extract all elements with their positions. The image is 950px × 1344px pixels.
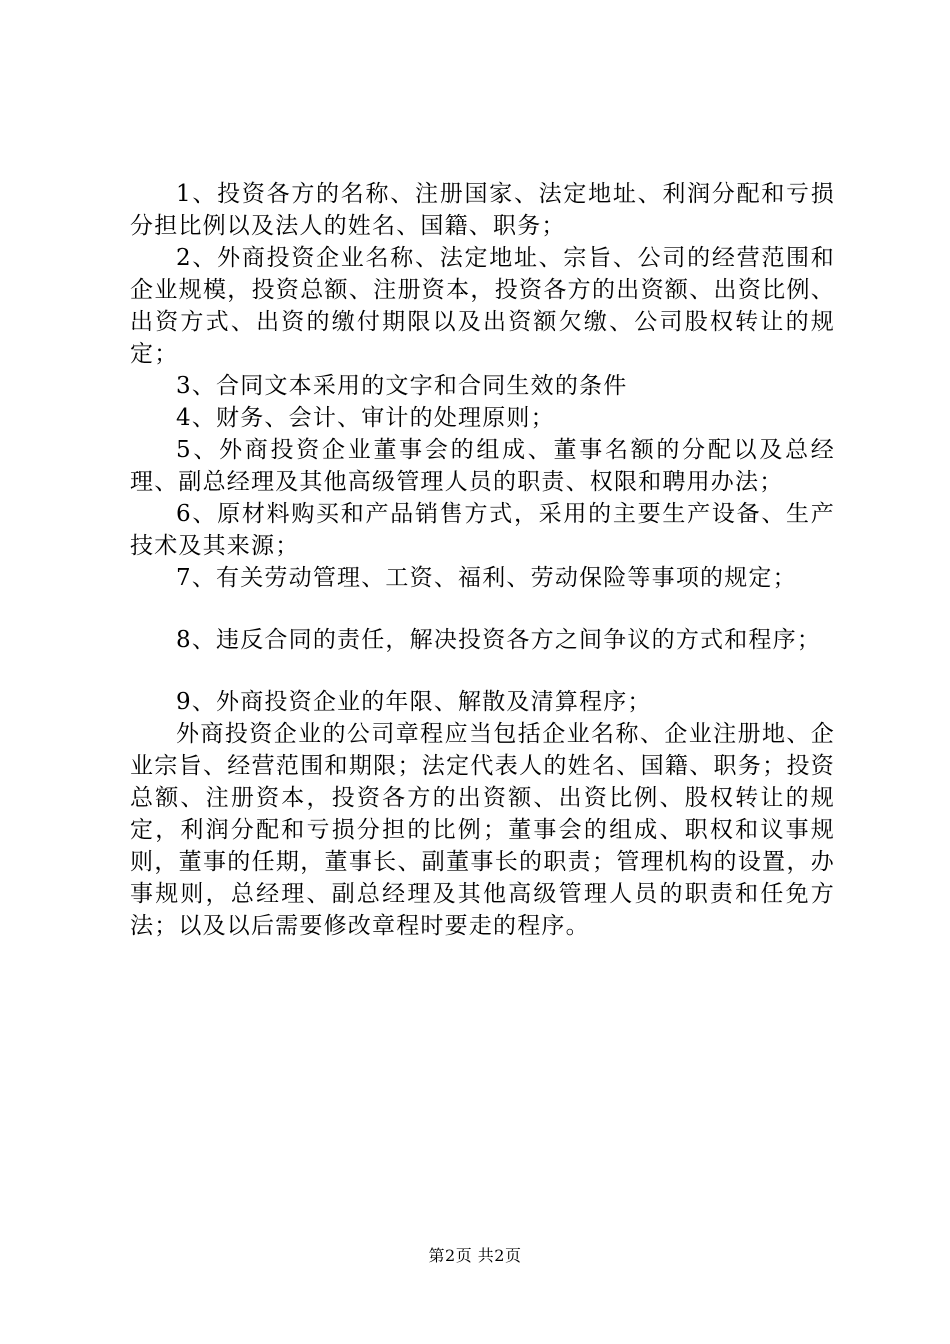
articles-paragraph: 外商投资企业的公司章程应当包括企业名称、企业注册地、企业宗旨、经营范围和期限；法定代表人的姓名、国籍、职务；投资总额、注册资本，投资各方的出资额、出资比例、股权转让的规定，利润分配和亏损分担的比例；董事会的组成、职权和议事规则，董事的任期，董事长、副董事长的职责；管理机构的设置，办事规则，总经理、副总经理及其他高级管理人员的职责和任免方法；以及以后需要修改章程时要走的程序。 — [130, 721, 835, 939]
list-item-9: 9、外商投资企业的年限、解散及清算程序； — [176, 689, 652, 715]
list-item-4: 4、财务、会计、审计的处理原则； — [176, 405, 555, 431]
list-item-6: 6、原材料购买和产品销售方式，采用的主要生产设备、生产技术及其来源； — [130, 501, 835, 559]
list-item-3: 3、合同文本采用的文字和合同生效的条件 — [176, 373, 628, 399]
list-item-2: 2、外商投资企业名称、法定地址、宗旨、公司的经营范围和企业规模，投资总额、注册资本，投资各方的出资额、出资比例、出资方式、出资的缴付期限以及出资额欠缴、公司股权转让的规定； — [130, 245, 835, 367]
list-item-7: 7、有关劳动管理、工资、福利、劳动保险等事项的规定； — [176, 565, 797, 591]
list-item-1: 1、投资各方的名称、注册国家、法定地址、利润分配和亏损分担比例以及法人的姓名、国籍、职务； — [130, 181, 835, 239]
list-item-5: 5、外商投资企业董事会的组成、董事名额的分配以及总经理、副总经理及其他高级管理人员的职责、权限和聘用办法； — [130, 437, 835, 495]
document-body — [130, 178, 835, 942]
page-footer: 第2页 共2页 — [428, 1246, 522, 1265]
list-item-8: 8、违反合同的责任，解决投资各方之间争议的方式和程序； — [176, 627, 822, 653]
